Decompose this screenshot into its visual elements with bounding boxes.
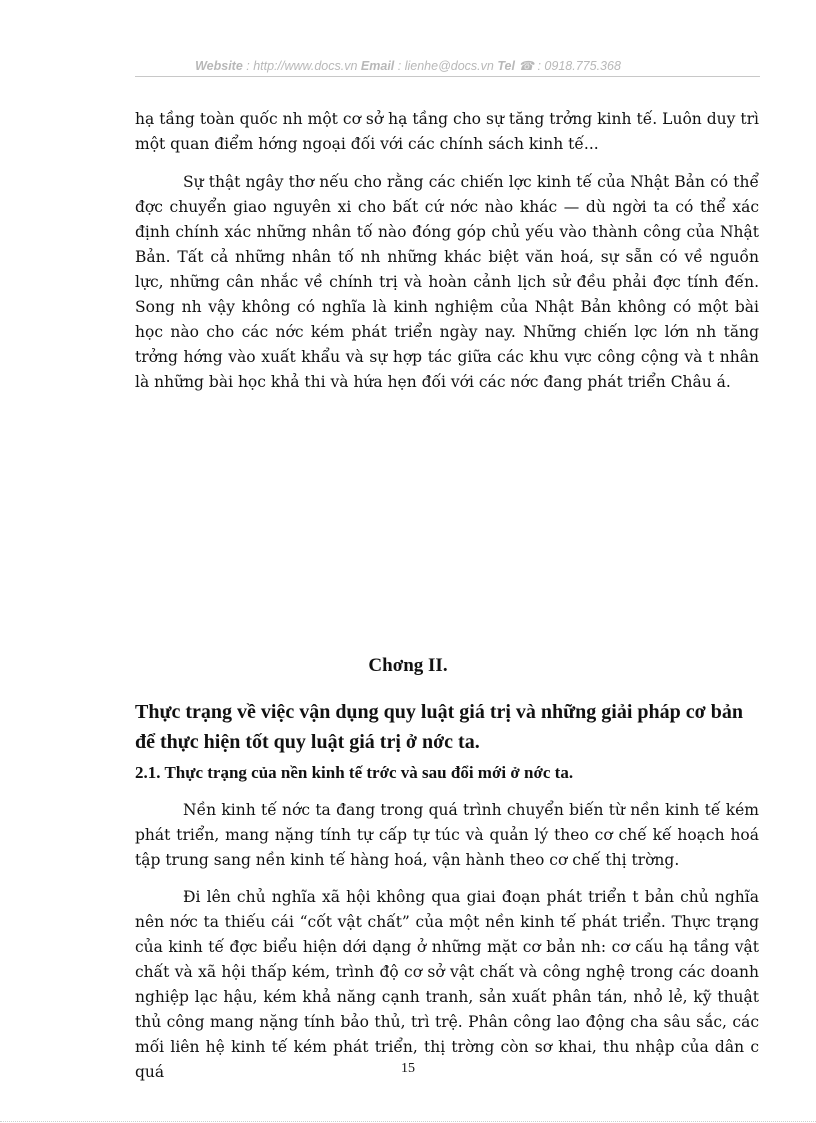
email-label: Email <box>360 59 395 73</box>
page-header <box>0 58 816 73</box>
website-value: : http://www.docs.vn <box>246 59 358 73</box>
email-value: : lienhe@docs.vn <box>397 59 494 73</box>
section-heading: 2.1. Thực trạng của nền kinh tế trớc và sau đổi mới ở nớc ta. <box>135 763 574 782</box>
tel-label: Tel <box>497 59 515 73</box>
paragraph-economy-reality: Đi lên chủ nghĩa xã hội không qua giai đoạn phát triển t bản chủ nghĩa nên nớc ta thiếu cái “cốt vật chất” của một nền kinh tế phát triển. Thực trạng của kinh tế đợc biểu hiện dới dạng ở những mặt cơ bản nh: cơ cấu hạ tầng vật chất và xã hội thấp kém, trình độ cơ sở vật chất và công nghệ trong các doanh nghiệp lạc hậu, kém khả năng cạnh tranh, sản xuất phân tán, nhỏ lẻ, kỹ thuật thủ công mang nặng tính bảo thủ, trì trệ. Phân công lao động cha sâu sắc, các mối liên hệ kinh tế kém phát triển, thị trờng còn sơ khai, thu nhập của dân c quá <box>135 888 759 1081</box>
phone-icon: ☎ <box>518 59 534 73</box>
paragraph-economy-transition: Nền kinh tế nớc ta đang trong quá trình chuyển biến từ nền kinh tế kém phát triển, mang nặng tính tự cấp tự túc và quản lý theo cơ chế kế hoạch hoá tập trung sang nền kinh tế hàng hoá, vận hành theo cơ chế thị trờng. <box>135 801 759 869</box>
paragraph-japan-lessons: Sự thật ngây thơ nếu cho rằng các chiến lợc kinh tế của Nhật Bản có thể đợc chuyển giao nguyên xi cho bất cứ nớc nào khác — dù ngời ta có thể xác định chính xác những nhân tố nào đóng góp chủ yếu vào thành công của Nhật Bản. Tất cả những nhân tố nh những khác biệt văn hoá, sự sẵn có về nguồn lực, những cân nhắc về chính trị và hoàn cảnh lịch sử đều phải đợc tính đến. Song nh vậy không có nghĩa là kinh nghiệm của Nhật Bản không có một bài học nào cho các nớc kém phát triển ngày nay. Những chiến lợc lớn nh tăng trởng hớng vào xuất khẩu và sự hợp tác giữa các khu vực công cộng và t nhân là những bài học khả thi và hứa hẹn đối với các nớc đang phát triển Châu á. <box>135 173 759 391</box>
paragraph-intro: hạ tầng toàn quốc nh một cơ sở hạ tầng cho sự tăng trởng kinh tế. Luôn duy trì một quan điểm hớng ngoại đối với các chính sách kinh tế... <box>135 110 759 153</box>
website-label: Website <box>195 59 243 73</box>
header-rule <box>135 76 760 77</box>
tel-value: : 0918.775.368 <box>537 59 621 73</box>
chapter-title: Thực trạng về việc vận dụng quy luật giá trị và những giải pháp cơ bản để thực hiện tốt quy luật giá trị ở nớc ta. <box>135 701 743 753</box>
page-bottom-border <box>0 1121 816 1122</box>
page-number: 15 <box>401 1061 415 1076</box>
chapter-heading: Chơng II. <box>368 655 448 676</box>
